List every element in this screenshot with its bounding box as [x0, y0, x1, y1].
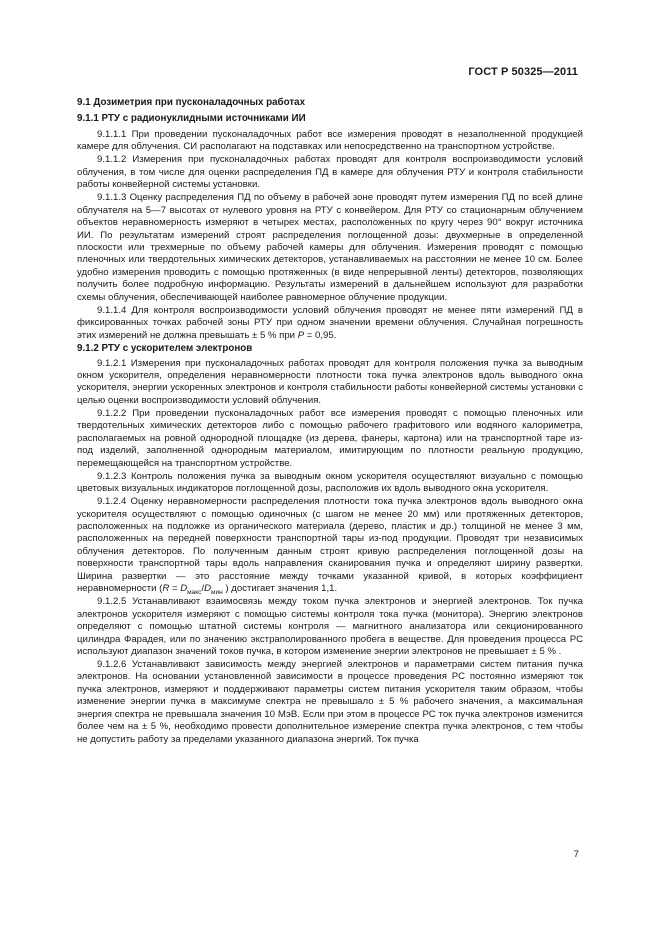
paragraph-9-1-1-1: 9.1.1.1 При проведении пусконаладочных работ все измерения проводят в незаполненной продукцией камере для облучения. СИ располагают на подставках или непосредственно на транспортном устройстве. — [77, 128, 583, 153]
paragraph-9-1-1-2: 9.1.1.2 Измерения при пусконаладочных работах проводят для контроля воспроизводимости условий облучения, в том числе для оценки распределения ПД в камере для облучения РТУ и контроля стабильности работы конвейерной системы установки. — [77, 154, 583, 191]
paragraph-9-1-2-4-tail: ) достигает значения 1,1. — [222, 583, 338, 595]
section-heading-9-1-1: 9.1.1 РТУ с радионуклидными источниками ИИ — [77, 113, 306, 125]
paragraph-9-1-2-4-text: 9.1.2.4 Оценку неравномерности распределения плотности тока пучка электронов вдоль выводного окна ускорителя осуществляют с помощью одиночных (с шагом не менее 20 мм) или протяженных детекторов, расположенных на подложке из органического материала (дерево, пластик и др.) толщиной не менее 3 мм, расположенных на передней поверхности транспортной тары из-под продукции. Проводят три независимых облучения детекторов. По полученным данным строят кривую распределения поглощенной дозы на поверхности транспортной тары вдоль направления сканирования пучка и определяют ширину развертки. Ширина развертки — это расстояние между точками указанной кривой, в которых коэффициент неравномерности ( — [77, 496, 583, 595]
dose-max-symbol: D — [180, 583, 188, 595]
paragraph-9-1-2-1: 9.1.2.1 Измерения при пусконаладочных работах проводят для контроля положения пучка за выводным окном ускорителя, определения неравномерности плотности тока пучка электронов вдоль выводного окна ускорителя, энергии ускоренных электронов и контроля стабильности работы конвейерной системы установки с целью оценки воспроизводимости условий облучения. — [77, 357, 583, 406]
paragraph-9-1-2-4 — [77, 496, 583, 596]
ratio-slash: / — [201, 583, 205, 595]
paragraph-9-1-1-4-text: 9.1.1.4 Для контроля воспроизводимости условий облучения проводят не менее пяти измерений ПД в фиксированных точках рабочей зоны РТУ при одном значении времени облучения. Случайная погрешность этих измерений не должна превышать ± 5 % при — [77, 304, 583, 341]
paragraph-9-1-2-3: 9.1.2.3 Контроль положения пучка за выводным окном ускорителя осуществляют визуально с помощью цветовых визуальных индикаторов поглощенной дозы, расположив их вдоль выводного окна ускорителя. — [77, 470, 583, 495]
dose-min-symbol: D — [204, 583, 212, 595]
document-body — [77, 97, 583, 746]
standard-designation: ГОСТ Р 50325—2011 — [468, 66, 578, 78]
paragraph-9-1-1-4-tail: = 0,95. — [304, 329, 337, 341]
paragraph-9-1-2-6: 9.1.2.6 Устанавливают зависимость между энергией электронов и параметрами систем питания пучка электронов. На основании установленной зависимости в процессе проведения РС постоянно измеряют ток пучка электронов, измеряют и поддерживают параметры систем питания ускорителя таким образом, чтобы изменение энергии пучка в максимуме спектра не превышало ± 5 % рабочего значения, а максимальная энергия спектра не превышала значения 10 МэВ. Если при этом в процессе РС ток пучка электронов изменится более чем на ± 5 %, необходимо провести дополнительное измерение спектра пучка электронов, с тем чтобы не допустить работу за пределами указанного диапазона энергий. Ток пучка — [77, 658, 583, 745]
paragraph-9-1-2-2: 9.1.2.2 При проведении пусконаладочных работ все измерения проводят с помощью пленочных или твердотельных химических детекторов либо с помощью рабочего графитового или водяного калориметра, располагаемых на ровной однородной площадке (из дерева, фанеры, картона) или на транспортной таре из-под изделий, заполненной однородным материалом, имитирующим по плотности реальную продукцию, перемещающейся на транспортном устройстве. — [77, 407, 583, 469]
probability-symbol: Р — [297, 329, 305, 341]
coefficient-symbol: R — [162, 583, 170, 595]
page-number: 7 — [573, 849, 579, 860]
section-heading-9-1-2: 9.1.2 РТУ с ускорителем электронов — [77, 343, 253, 355]
paragraph-9-1-1-3: 9.1.1.3 Оценку распределения ПД по объему в рабочей зоне проводят путем измерения ПД по всей длине облучателя на 5—7 высотах от нулевого уровня на РТУ с конвейером. Для РТУ со стационарным облучением объектов неравномерность измеряют в четырех местах, расположенных по кругу через 90° вокруг источника ИИ. По результатам измерений строят распределения поглощенной дозы: двухмерные в определенной плоскости или трехмерные по объему рабочей камеры для облучения. Измерения проводят с помощью пленочных или твердотельных химических детекторов, устанавливаемых на расстоянии не менее 10 см. Более удобно измерения проводить с помощью протяженных (в виде непрерывной ленты) детекторов, позволяющих получить более подробную информацию. Результаты измерений в дальнейшем используют для разработки схемы облучения, обеспечивающей наиболее равномерное облучение продукции. — [77, 192, 583, 303]
section-heading-9-1: 9.1 Дозиметрия при пусконаладочных работах — [77, 97, 306, 108]
equals-sign: = — [169, 583, 181, 595]
paragraph-9-1-1-4 — [77, 305, 583, 342]
paragraph-9-1-2-5: 9.1.2.5 Устанавливают взаимосвязь между током пучка электронов и энергией электронов. Ток пучка электронов ускорителя измеряют с помощью системы контроля тока пучка (монитора). Энергию электронов определяют с помощью штатной системы контроля — магнитного анализатора или секционированного цилиндра Фарадея, или по значению экстраполированного пробега в веществе. Для проведения процесса РС используют диапазон значений токов пучка, в котором изменение энергии электронов не превышает ± 5 % . — [77, 596, 583, 657]
min-subscript: мин — [211, 589, 223, 597]
max-subscript: макс — [187, 589, 202, 597]
